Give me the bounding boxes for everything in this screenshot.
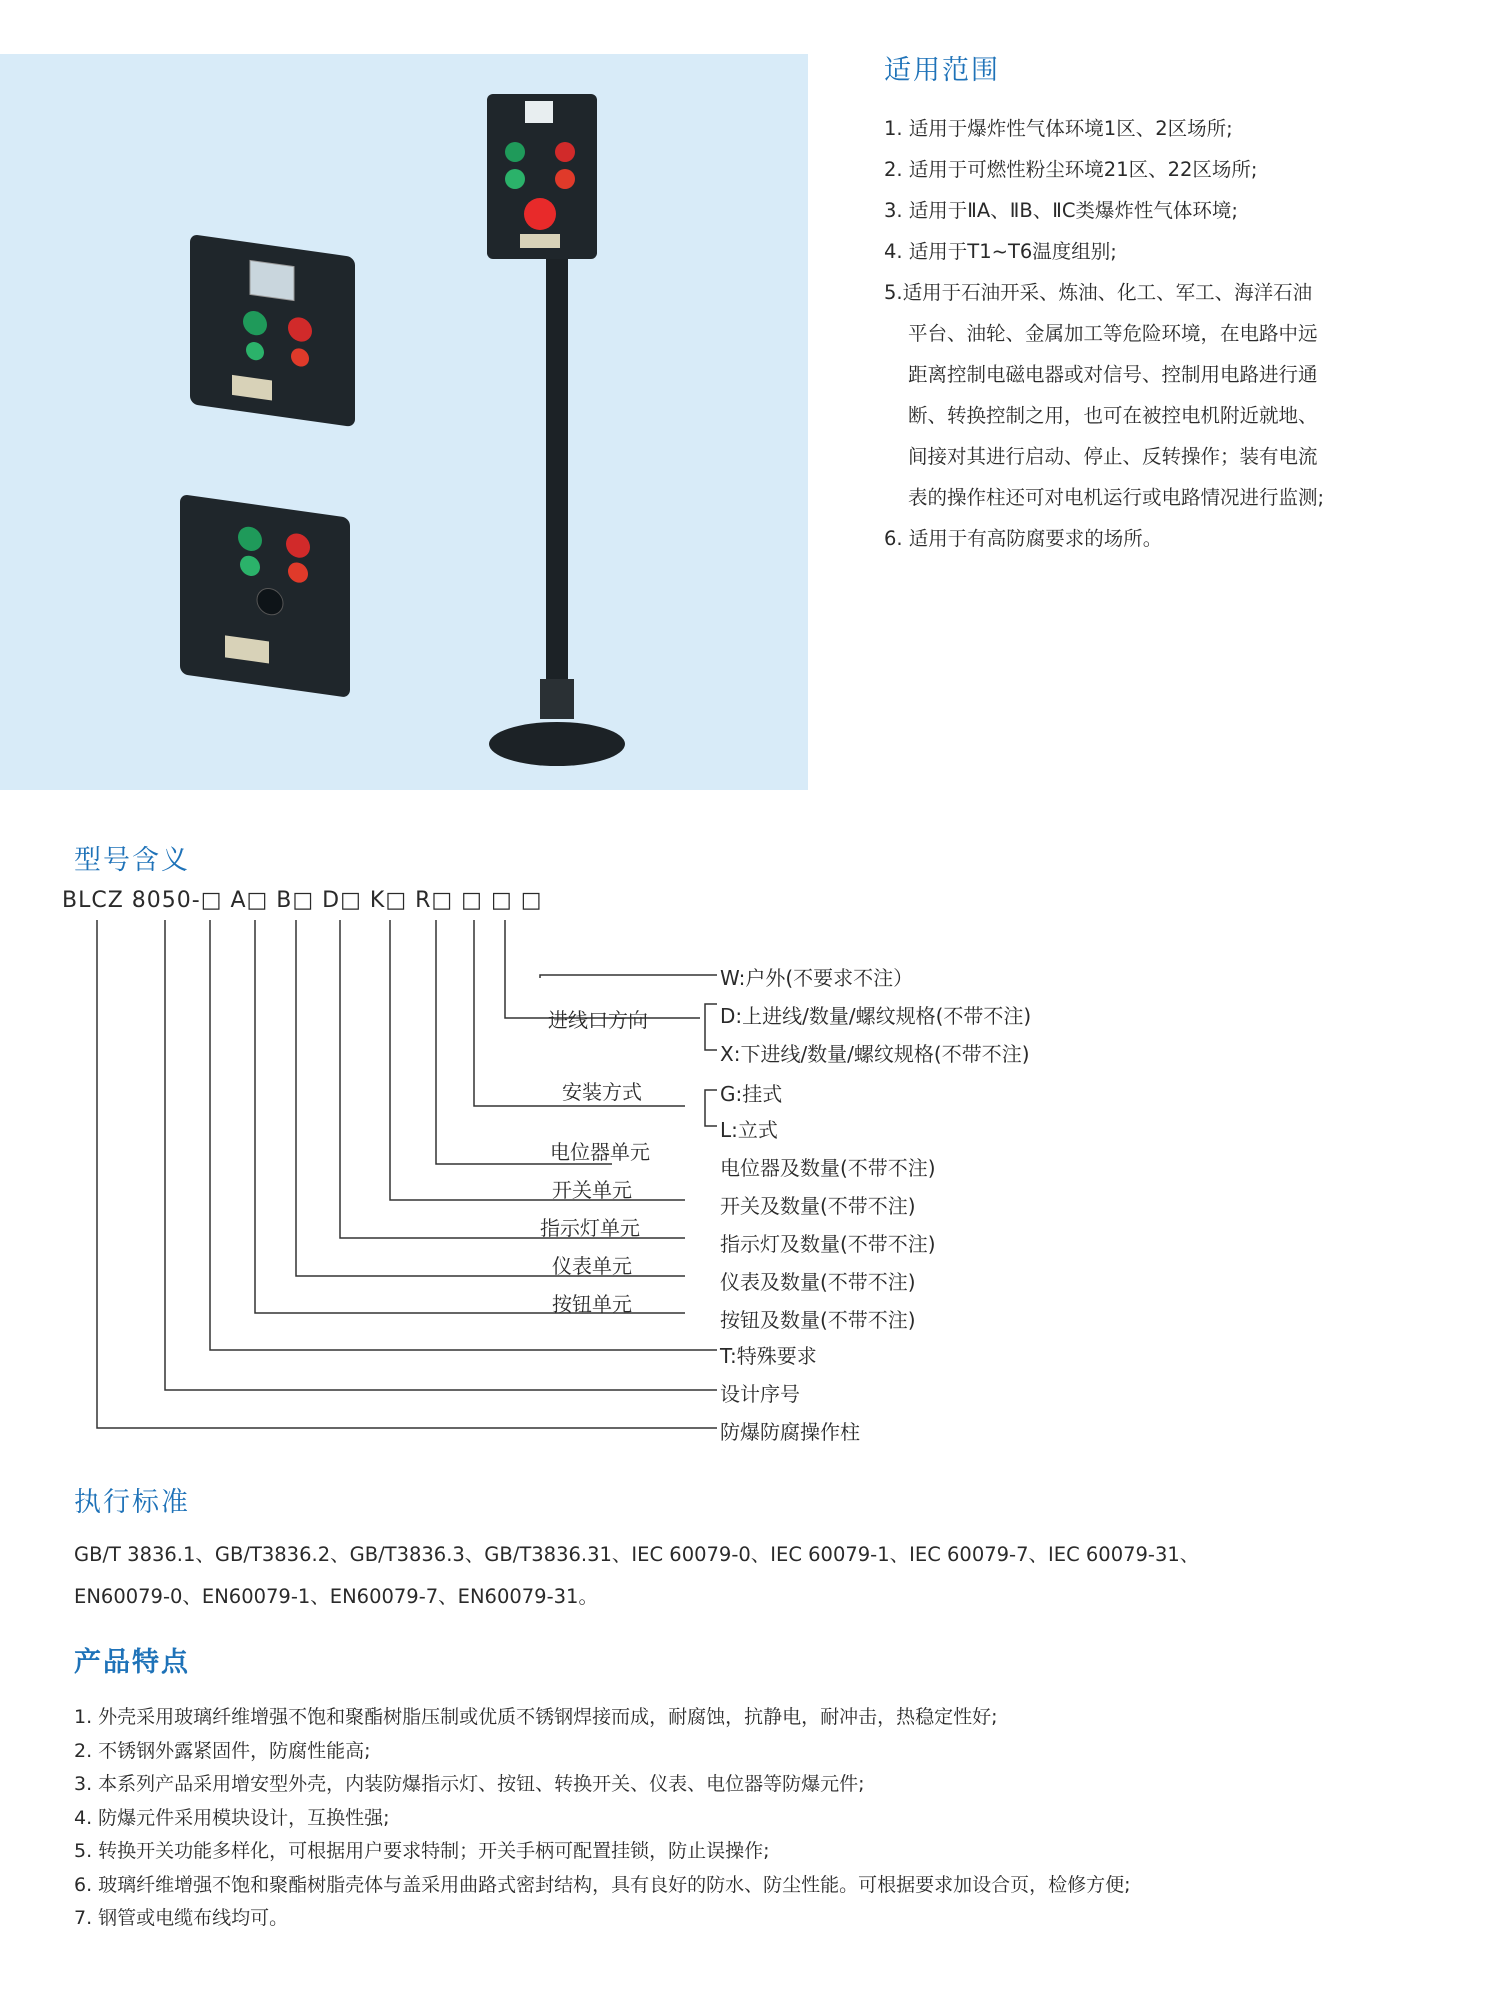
apply-item-cont: 间接对其进行启动、停止、反转操作；装有电流 (908, 445, 1318, 468)
apply-item: 2. 适用于可燃性粉尘环境21区、22区场所; (884, 158, 1258, 181)
diagram-label: D:上进线/数量/螺纹规格(不带不注) (720, 1004, 1032, 1028)
apply-item: 5.适用于石油开采、炼油、化工、军工、海洋石油 (884, 281, 1313, 304)
diagram-label: 电位器及数量(不带不注) (720, 1156, 936, 1180)
diagram-label: T:特殊要求 (720, 1344, 817, 1368)
apply-item-cont: 表的操作柱还可对电机运行或电路情况进行监测; (908, 486, 1325, 509)
diagram-label: 进线口方向 (548, 1008, 648, 1032)
feature-list (74, 1701, 1131, 1936)
diagram-label: 指示灯单元 (540, 1216, 640, 1240)
feature-item: 4. 防爆元件采用模块设计，互换性强; (74, 1806, 390, 1829)
apply-item-cont: 断、转换控制之用，也可在被控电机附近就地、 (908, 404, 1318, 427)
diagram-label: 开关及数量(不带不注) (720, 1194, 916, 1218)
diagram-label: L:立式 (720, 1118, 778, 1142)
apply-item-cont: 平台、油轮、金属加工等危险环境，在电路中远 (908, 322, 1318, 345)
diagram-label: G:挂式 (720, 1082, 783, 1106)
section-title-apply: 适用范围 (884, 55, 1000, 86)
diagram-label: 电位器单元 (550, 1140, 650, 1164)
feature-item: 6. 玻璃纤维增强不饱和聚酯树脂壳体与盖采用曲路式密封结构，具有良好的防水、防尘性能。可根据要求加设合页，检修方便; (74, 1873, 1131, 1896)
diagram-label: 仪表及数量(不带不注) (720, 1270, 916, 1294)
diagram-label: 指示灯及数量(不带不注) (720, 1232, 936, 1256)
diagram-label: W:户外(不要求不注） (720, 966, 914, 990)
section-title-standard: 执行标准 (74, 1487, 190, 1518)
diagram-label: 设计序号 (720, 1382, 800, 1406)
diagram-label: 开关单元 (552, 1178, 632, 1202)
apply-item-cont: 距离控制电磁电器或对信号、控制用电路进行通 (908, 363, 1318, 386)
model-code: BLCZ 8050-□ A□ B□ D□ K□ R□ □ □ □ (62, 888, 543, 913)
diagram-label: 防爆防腐操作柱 (720, 1420, 860, 1444)
diagram-label: 按钮及数量(不带不注) (720, 1308, 916, 1332)
standards-line: EN60079-0、EN60079-1、EN60079-7、EN60079-31。 (74, 1585, 598, 1608)
feature-item: 7. 钢管或电缆布线均可。 (74, 1907, 289, 1929)
feature-item: 1. 外壳采用玻璃纤维增强不饱和聚酯树脂压制或优质不锈钢焊接而成，耐腐蚀，抗静电，耐冲击，热稳定性好; (74, 1706, 998, 1728)
diagram-label: 仪表单元 (552, 1254, 632, 1278)
feature-item: 3. 本系列产品采用增安型外壳，内装防爆指示灯、按钮、转换开关、仪表、电位器等防爆元件; (74, 1773, 865, 1795)
diagram-label: X:下进线/数量/螺纹规格(不带不注) (720, 1042, 1030, 1066)
diagram-label: 按钮单元 (552, 1292, 632, 1316)
apply-item: 3. 适用于ⅡA、ⅡB、ⅡC类爆炸性气体环境; (884, 199, 1238, 222)
feature-item: 2. 不锈钢外露紧固件，防腐性能高; (74, 1739, 371, 1762)
apply-item: 6. 适用于有高防腐要求的场所。 (884, 527, 1163, 550)
apply-item: 1. 适用于爆炸性气体环境1区、2区场所; (884, 117, 1233, 140)
standards-line: GB/T 3836.1、GB/T3836.2、GB/T3836.3、GB/T3836.31、IEC 60079-0、IEC 60079-1、IEC 60079-7、IEC 60079-31、 (74, 1543, 1200, 1566)
section-title-feature: 产品特点 (74, 1647, 190, 1678)
diagram-label: 安装方式 (562, 1080, 642, 1104)
standards-text (74, 1534, 1199, 1618)
apply-item: 4. 适用于T1~T6温度组别; (884, 240, 1117, 263)
feature-item: 5. 转换开关功能多样化，可根据用户要求特制；开关手柄可配置挂锁，防止误操作; (74, 1840, 770, 1862)
section-title-model: 型号含义 (74, 845, 190, 876)
